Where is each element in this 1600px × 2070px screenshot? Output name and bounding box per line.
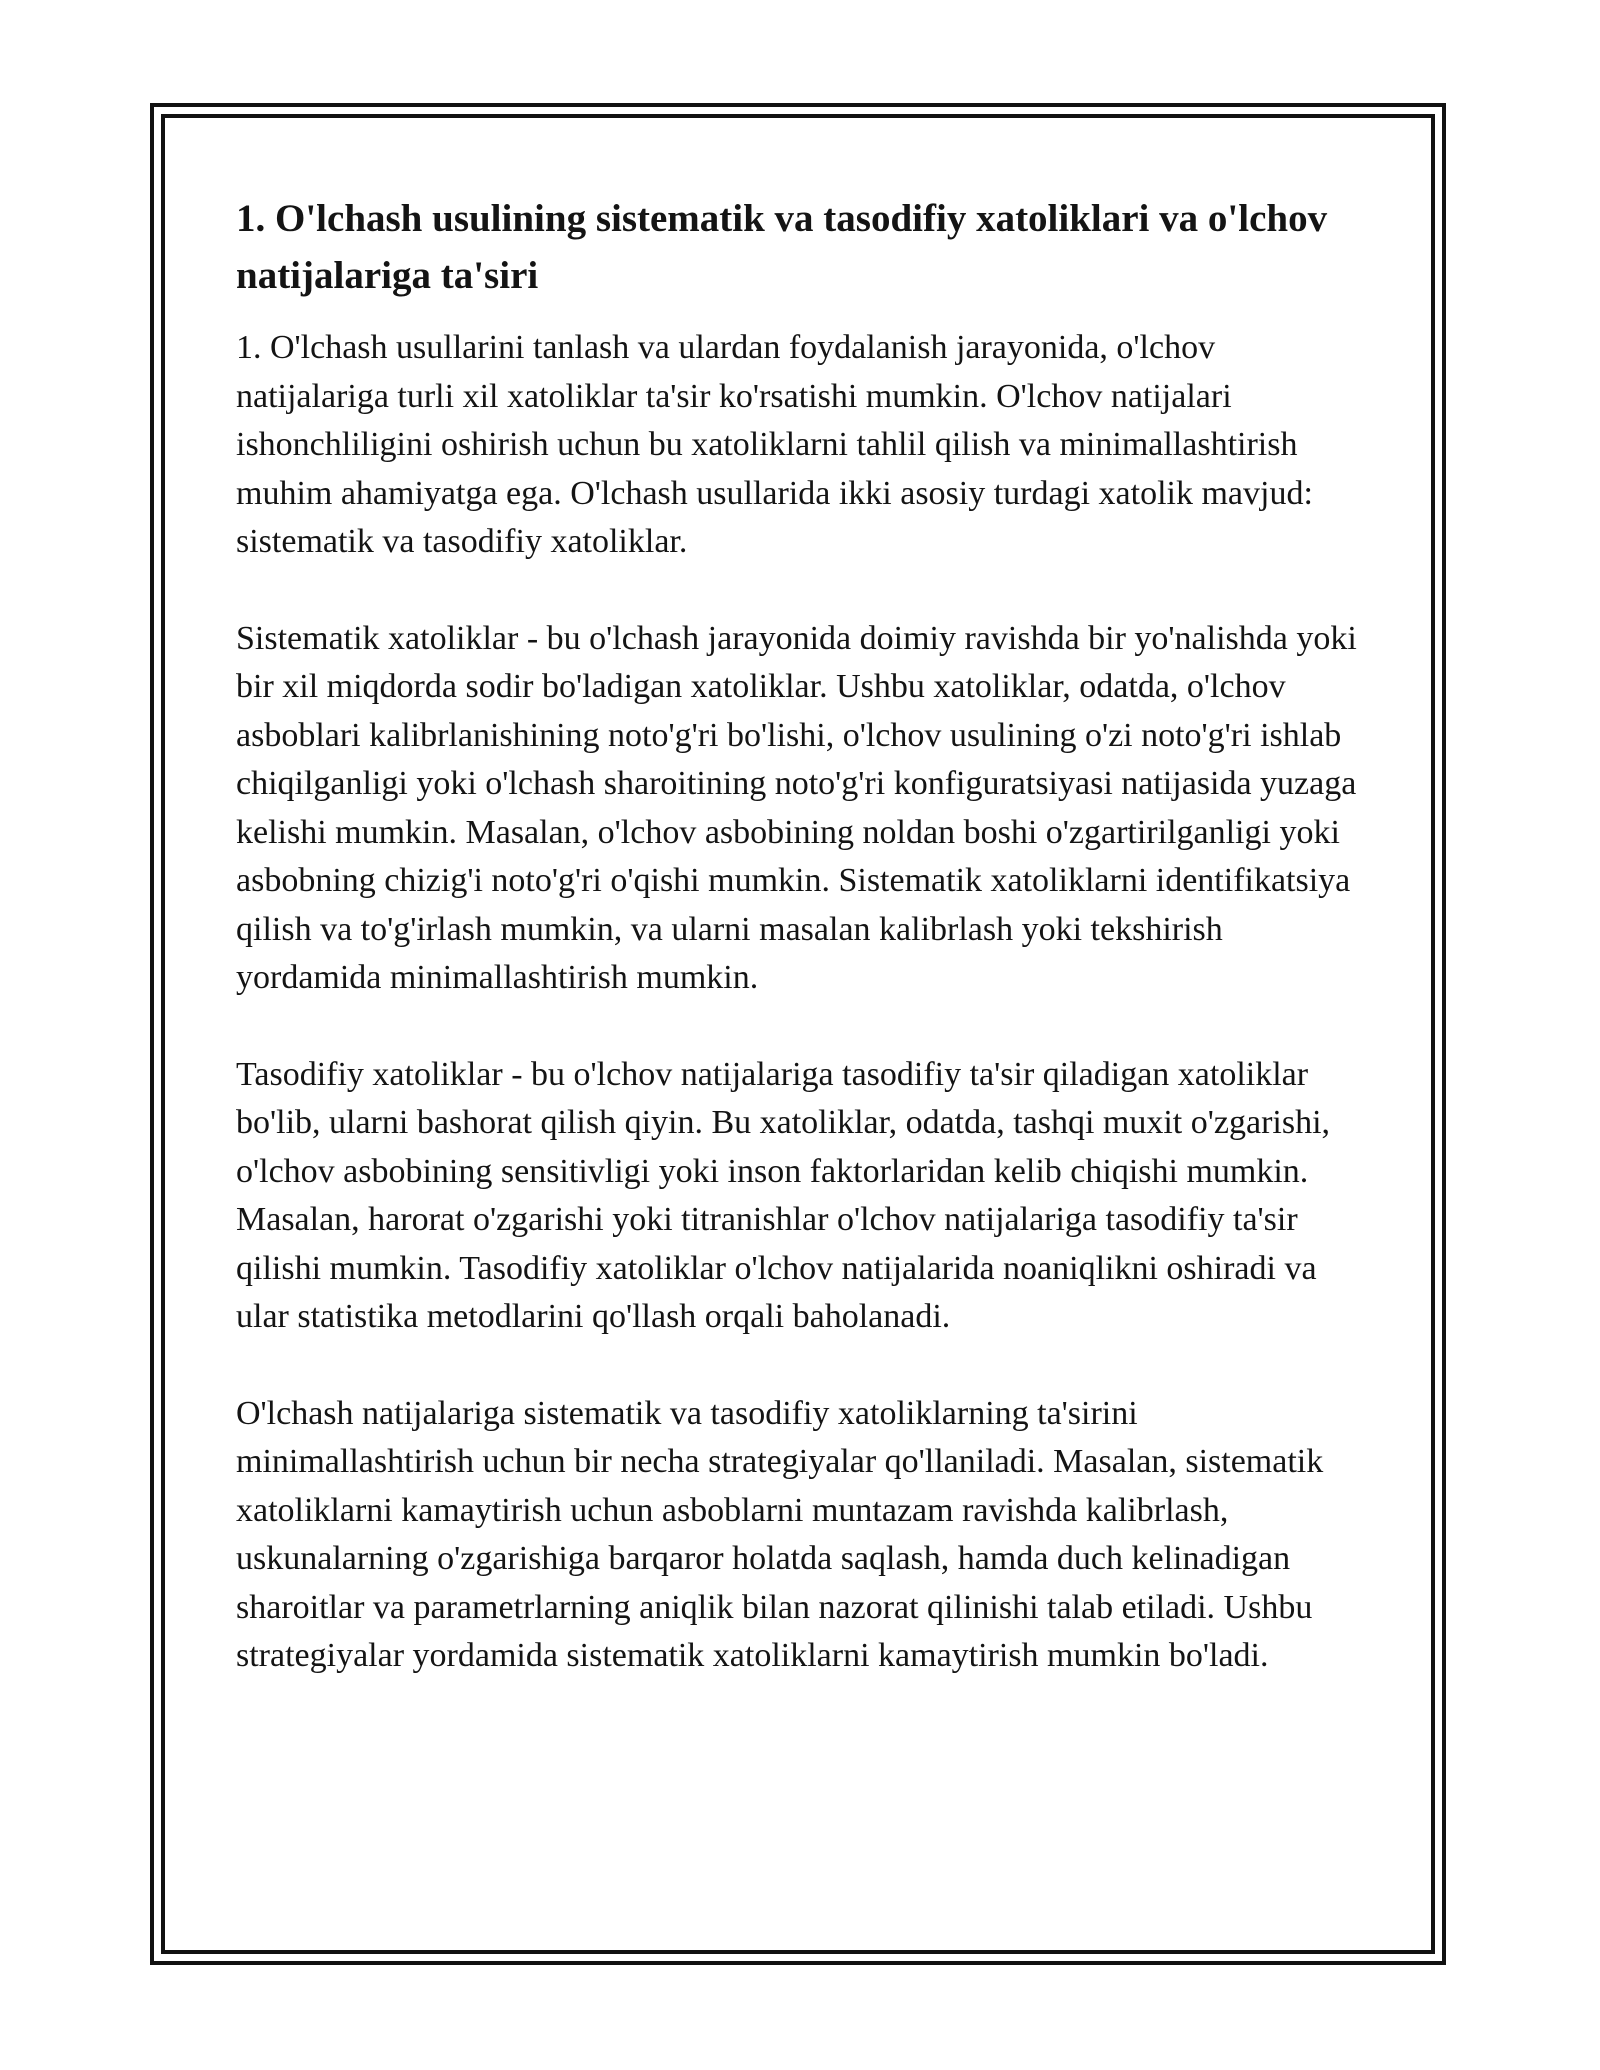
paragraph-systematic-errors: Sistematik xatoliklar - bu o'lchash jarayonida doimiy ravishda bir yo'nalishda yoki bir xil miqdorda sodir bo'ladigan xatoliklar. Ushbu xatoliklar, odatda, o'lchov asboblari kalibrlanishining noto'g'ri bo'lishi, o'lchov usulining o'zi noto'g'ri ishlab chiqilganligi yoki o'lchash sharoitining noto'g'ri konfiguratsiyasi natijasida yuzaga kelishi mumkin. Masalan, o'lchov asbobining noldan boshi o'zgartirilganligi yoki asbobning chizig'i noto'g'ri o'qishi mumkin. Sistematik xatoliklarni identifikatsiya qilish va to'g'irlash mumkin, va ularni masalan kalibrlash yoki tekshirish yordamida minimallashtirish mumkin. (236, 619, 1357, 996)
paragraph-minimization-strategies: O'lchash natijalariga sistematik va tasodifiy xatoliklarning ta'sirini minimallashtirish uchun bir necha strategiyalar qo'llaniladi. Masalan, sistematik xatoliklarni kamaytirish uchun asboblarni muntazam ravishda kalibrlash, uskunalarning o'zgarishiga barqaror holatda saqlash, hamda duch kelinadigan sharoitlar va parametrlarning aniqlik bilan nazorat qilinishi talab etiladi. Ushbu strategiyalar yordamida sistematik xatoliklarni kamaytirish mumkin bo'ladi. (236, 1394, 1324, 1674)
document-body (236, 190, 1366, 1729)
section-heading: 1. O'lchash usulining sistematik va tasodifiy xatoliklari va o'lchov natijalariga ta'siri (236, 197, 1328, 297)
paragraph-random-errors: Tasodifiy xatoliklar - bu o'lchov natijalariga tasodifiy ta'sir qiladigan xatoliklar bo'lib, ularni bashorat qilish qiyin. Bu xatoliklar, odatda, tashqi muxit o'zgarishi, o'lchov asbobining sensitivligi yoki inson faktorlaridan kelib chiqishi mumkin. Masalan, harorat o'zgarishi yoki titranishlar o'lchov natijalariga tasodifiy ta'sir qilishi mumkin. Tasodifiy xatoliklar o'lchov natijalarida noaniqlikni oshiradi va ular statistika metodlarini qo'llash orqali baholanadi. (236, 1055, 1331, 1335)
paragraph-intro: 1. O'lchash usullarini tanlash va ulardan foydalanish jarayonida, o'lchov natijalariga turli xil xatoliklar ta'sir ko'rsatishi mumkin. O'lchov natijalari ishonchliligini oshirish uchun bu xatoliklarni tahlil qilish va minimallashtirish muhim ahamiyatga ega. O'lchash usullarida ikki asosiy turdagi xatolik mavjud: sistematik va tasodifiy xatoliklar. (236, 329, 1313, 560)
